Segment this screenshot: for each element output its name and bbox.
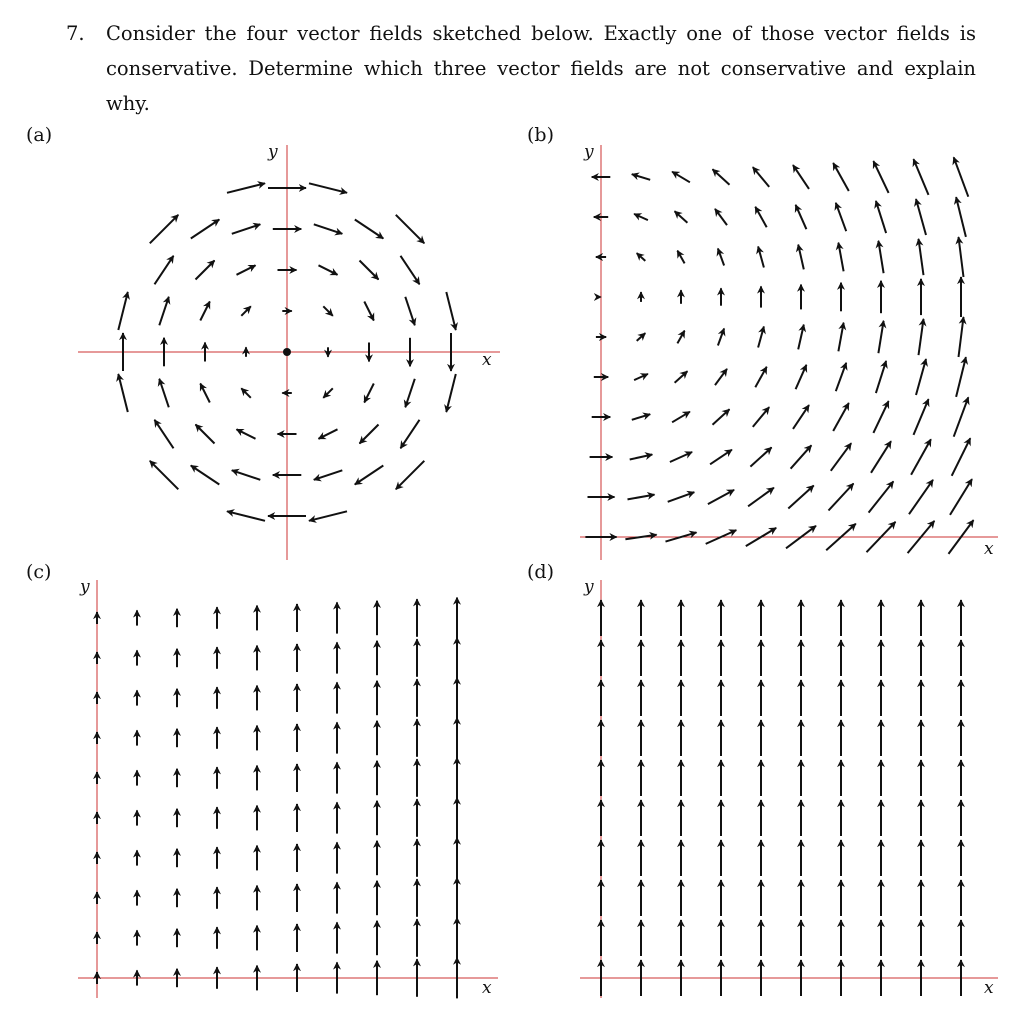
- field-arrow-b: [628, 495, 655, 500]
- field-arrow-b: [718, 249, 724, 266]
- field-arrow-b: [798, 245, 804, 270]
- field-arrow-a: [150, 461, 179, 490]
- field-arrow-b: [675, 371, 688, 383]
- field-arrow-a: [401, 420, 420, 449]
- field-arrow-b: [956, 197, 966, 237]
- problem-number: 7.: [66, 22, 85, 45]
- field-arrow-b: [873, 161, 888, 193]
- field-arrow-b: [675, 211, 688, 223]
- field-arrow-a: [241, 388, 251, 398]
- field-arrow-b: [831, 443, 851, 471]
- field-arrow-a: [319, 429, 338, 439]
- field-arrow-a: [319, 265, 338, 275]
- field-arrow-b: [713, 169, 730, 184]
- field-arrow-b: [791, 445, 812, 468]
- field-arrow-b: [909, 480, 933, 514]
- field-arrow-b: [710, 450, 732, 465]
- field-arrow-b: [748, 488, 774, 507]
- field-arrow-a: [118, 374, 128, 412]
- field-arrow-b: [954, 157, 969, 196]
- field-arrow-b: [715, 369, 727, 385]
- field-arrow-b: [632, 414, 650, 420]
- field-arrow-b: [959, 237, 964, 277]
- field-arrow-a: [396, 215, 425, 244]
- field-arrow-b: [713, 409, 730, 424]
- panel-c-y-label: y: [80, 577, 90, 597]
- field-arrow-a: [323, 388, 333, 398]
- field-arrow-a: [159, 379, 169, 408]
- field-arrow-b: [873, 401, 888, 433]
- field-arrow-b: [836, 203, 846, 231]
- field-arrow-a: [323, 306, 333, 316]
- field-arrow-b: [632, 174, 650, 180]
- field-arrow-b: [911, 439, 931, 474]
- field-arrow-b: [916, 199, 926, 235]
- field-arrow-b: [672, 172, 690, 183]
- field-arrow-a: [309, 183, 347, 193]
- field-arrow-a: [155, 420, 174, 449]
- field-arrow-b: [677, 331, 684, 344]
- panel-label-c: (c): [26, 561, 52, 583]
- field-arrow-b: [753, 167, 769, 187]
- field-arrow-a: [196, 425, 215, 444]
- field-arrow-a: [241, 306, 251, 316]
- field-arrow-b: [914, 399, 929, 435]
- field-arrow-b: [952, 438, 971, 476]
- field-arrow-b: [668, 492, 695, 502]
- field-arrow-b: [793, 165, 809, 189]
- field-arrow-b: [796, 205, 807, 229]
- field-arrow-a: [155, 256, 174, 284]
- field-arrow-b: [836, 363, 846, 391]
- field-arrow-b: [672, 412, 690, 423]
- field-arrow-b: [919, 239, 924, 275]
- panel-c-x-label: x: [482, 978, 492, 998]
- panel-b-x-label: x: [984, 539, 994, 559]
- field-arrow-a: [446, 374, 456, 412]
- field-arrow-b: [838, 243, 843, 272]
- field-arrow-b: [916, 359, 926, 395]
- field-arrow-a: [446, 292, 456, 330]
- field-arrow-b: [919, 319, 924, 355]
- field-arrow-b: [829, 484, 854, 511]
- panel-d-x-label: x: [984, 978, 994, 998]
- field-arrow-b: [950, 479, 972, 515]
- field-arrow-b: [755, 367, 766, 387]
- panel-a-x-label: x: [482, 350, 492, 370]
- panel-label-b: (b): [527, 124, 554, 146]
- panel-a-y-label: y: [268, 142, 278, 162]
- field-arrow-b: [798, 325, 804, 350]
- field-arrow-a: [118, 292, 128, 330]
- field-arrow-a: [396, 461, 425, 490]
- field-arrow-b: [758, 327, 764, 348]
- panel-d-plot: [580, 577, 998, 998]
- field-arrow-a: [150, 215, 179, 244]
- field-arrow-b: [954, 397, 969, 436]
- field-arrow-b: [878, 241, 883, 273]
- panel-b-plot: [580, 142, 998, 560]
- panel-b-y-label: y: [584, 142, 594, 162]
- field-arrow-b: [956, 357, 966, 397]
- field-arrow-b: [758, 247, 764, 268]
- field-arrow-b: [750, 447, 771, 466]
- field-arrow-a: [405, 297, 415, 326]
- field-arrow-b: [677, 251, 684, 264]
- field-arrow-a: [191, 466, 220, 485]
- field-arrow-b: [959, 317, 964, 357]
- field-arrow-b: [637, 333, 646, 341]
- problem-text: Consider the four vector fields sketched below. Exactly one of those vector fields is conservative. Determine which three vector fields are not conservative and explain why.: [106, 22, 976, 115]
- panel-label-a: (a): [26, 124, 53, 146]
- field-arrow-b: [788, 486, 813, 509]
- field-arrow-a: [364, 384, 374, 403]
- field-arrow-b: [670, 452, 692, 462]
- field-arrow-a: [360, 261, 379, 280]
- field-arrow-b: [838, 323, 843, 352]
- field-arrow-a: [196, 261, 215, 280]
- field-arrow-b: [755, 207, 766, 227]
- field-arrow-a: [232, 470, 260, 480]
- field-arrow-b: [871, 441, 891, 473]
- field-arrow-b: [833, 403, 849, 431]
- field-arrow-a: [227, 511, 265, 521]
- field-arrow-a: [191, 220, 220, 239]
- field-arrow-a: [314, 224, 343, 234]
- field-arrow-b: [718, 329, 724, 346]
- field-arrow-a: [364, 302, 374, 321]
- field-arrow-b: [793, 405, 809, 429]
- field-arrow-a: [405, 379, 415, 408]
- field-arrow-b: [753, 407, 769, 427]
- field-arrow-a: [159, 297, 169, 326]
- panel-d-y-label: y: [584, 577, 594, 597]
- field-arrow-a: [314, 470, 343, 480]
- field-arrow-a: [309, 511, 347, 521]
- field-arrow-a: [232, 224, 260, 234]
- field-arrow-b: [634, 374, 648, 380]
- field-arrow-b: [637, 253, 646, 261]
- field-arrow-b: [878, 321, 883, 353]
- field-arrow-b: [630, 455, 653, 460]
- field-arrow-b: [634, 214, 648, 220]
- field-arrow-b: [914, 159, 929, 195]
- field-arrow-a: [355, 466, 384, 485]
- field-arrow-a: [200, 302, 210, 321]
- field-arrow-a: [237, 429, 256, 439]
- field-arrow-b: [869, 481, 894, 512]
- field-arrow-b: [708, 490, 734, 504]
- panel-a-origin-dot: [283, 348, 291, 356]
- panel-a-plot: [78, 142, 500, 560]
- panel-c-plot: [78, 577, 498, 998]
- field-arrow-a: [237, 265, 256, 275]
- field-arrow-a: [355, 220, 384, 239]
- field-arrow-a: [360, 425, 379, 444]
- field-arrow-a: [227, 183, 265, 193]
- field-arrow-b: [876, 201, 886, 233]
- panel-label-d: (d): [527, 561, 554, 583]
- field-arrow-b: [796, 365, 807, 389]
- field-arrow-b: [715, 209, 727, 225]
- field-arrow-a: [401, 256, 420, 284]
- field-arrow-a: [200, 384, 210, 403]
- field-arrow-b: [876, 361, 886, 393]
- field-arrow-b: [833, 163, 849, 191]
